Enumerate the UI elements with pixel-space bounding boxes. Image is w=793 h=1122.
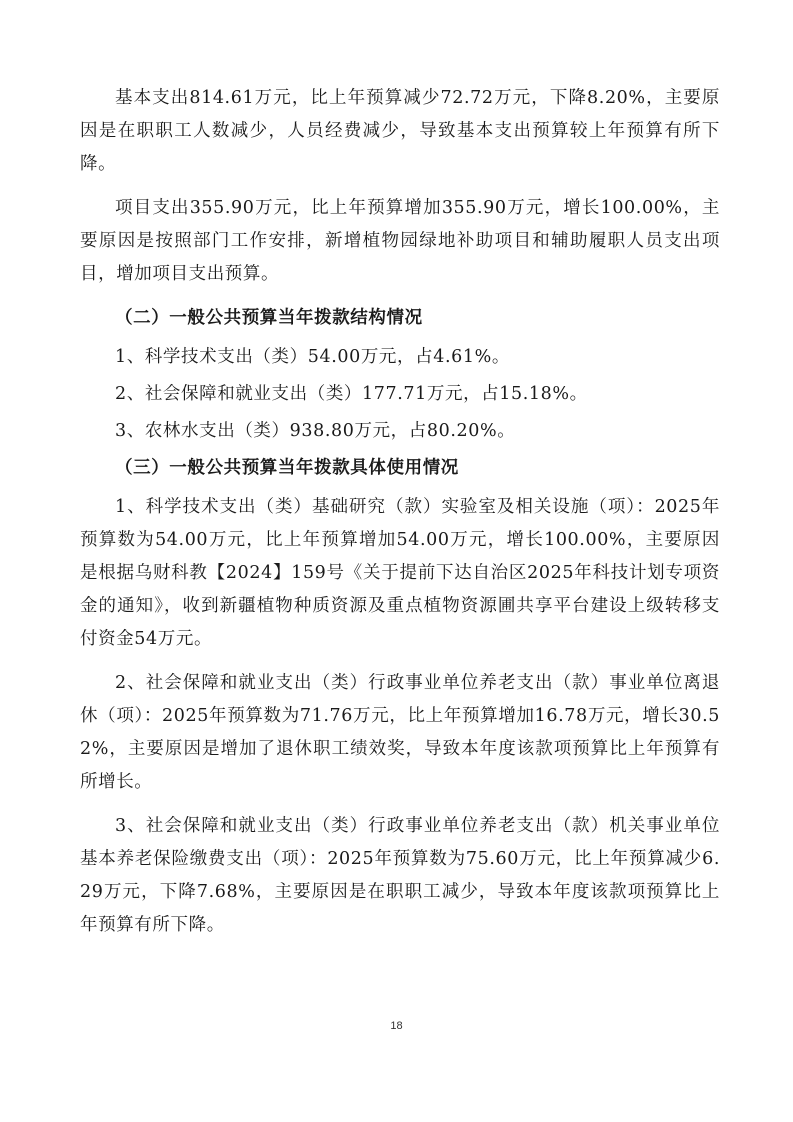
list-item-social-security: 2、社会保障和就业支出（类）177.71万元，占15.18%。 (115, 384, 588, 404)
section-heading-allocation-structure: （二）一般公共预算当年拨款结构情况 (115, 308, 423, 328)
page-number: 18 (390, 1020, 403, 1032)
paragraph-usage-retirement: 2、社会保障和就业支出（类）行政事业单位养老支出（款）事业单位离退休（项）：2025年预算数为71.76万元，比上年预算增加16.78万元，增长30.52%，主要原因是增加了退休职工绩效奖，导致本年度该款项预算比上年预算有所增长。 (80, 673, 720, 792)
paragraph-usage-pension-insurance: 3、社会保障和就业支出（类）行政事业单位养老支出（款）机关事业单位基本养老保险缴费支出（项）：2025年预算数为75.60万元，比上年预算减少6.29万元，下降7.68%，主要原因是在职职工减少，导致本年度该款项预算比上年预算有所下降。 (80, 816, 720, 935)
list-item-science-technology: 1、科学技术支出（类）54.00万元，占4.61%。 (115, 347, 510, 367)
paragraph-usage-science: 1、科学技术支出（类）基础研究（款）实验室及相关设施（项）：2025年预算数为54.00万元，比上年预算增加54.00万元，增长100.00%，主要原因是根据乌财科教【2024】159号《关于提前下达自治区2025年科技计划专项资金的通知》，收到新疆植物种质资源及重点植物资源圃共享平台建设上级转移支付资金54万元。 (80, 497, 720, 649)
document-body (80, 82, 720, 953)
section-heading-allocation-usage: （三）一般公共预算当年拨款具体使用情况 (115, 458, 459, 478)
paragraph-basic-expenditure: 基本支出814.61万元，比上年预算减少72.72万元，下降8.20%，主要原因是在职职工人数减少，人员经费减少，导致基本支出预算较上年预算有所下降。 (80, 88, 720, 174)
paragraph-project-expenditure: 项目支出355.90万元，比上年预算增加355.90万元，增长100.00%，主要原因是按照部门工作安排，新增植物园绿地补助项目和辅助履职人员支出项目，增加项目支出预算。 (80, 198, 720, 284)
list-item-agriculture-forestry-water: 3、农林水支出（类）938.80万元，占80.20%。 (115, 421, 516, 441)
